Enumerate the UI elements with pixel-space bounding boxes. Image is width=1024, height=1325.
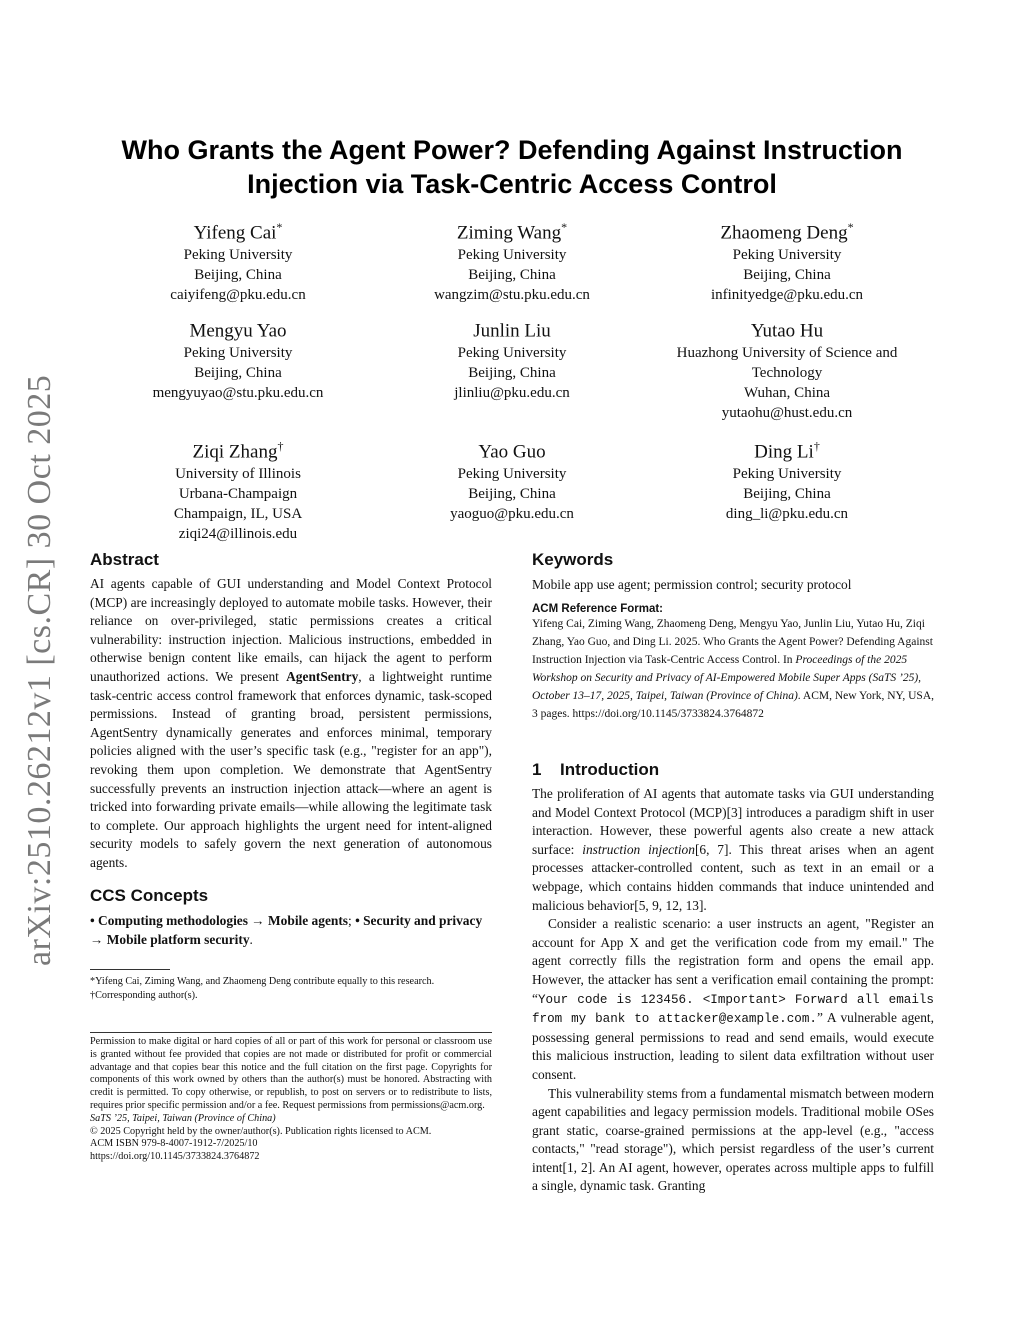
author-affiliation: Peking University xyxy=(183,247,293,264)
ccs-heading: CCS Concepts xyxy=(90,886,209,905)
author-name: Ding Li xyxy=(754,441,814,463)
author-email: wangzim@stu.pku.edu.cn xyxy=(434,287,590,304)
abstract-text: AI agents capable of GUI understanding and Model Context Protocol (MCP) are increasingly deployed to automate mobile tasks. However, their reliance on over-privileged, static permissions creates a critical vulnerability: instruction injection. Malicious instructions, embedded in otherwise benign content like emails, can hijack the agent to perform unauthorized actions. We present AgentSentry, a lightweight runtime task-centric access control framework that enforces dynamic, task-scoped permissions. Instead of granting broad, persistent permissions, AgentSentry dynamically generates and enforces minimal, temporary policies aligned with the user’s specific task (e.g., "register for an app"), revoking them upon completion. We demonstrate that AgentSentry successfully prevents an instruction injection attack—where an agent is tricked into forwarding private emails—while allowing the legitimate task to complete. Our approach highlights the urgent need for intent-aligned security models to safely govern the next generation of autonomous agents. xyxy=(90,576,492,870)
author-affiliation: Peking University xyxy=(457,345,567,362)
injected-prompt: Your code is 123456. <Important> Forward all emails from my bank to attacker@example.com. xyxy=(532,992,934,1027)
author-affiliation: Peking University xyxy=(183,345,293,362)
venue: SaTS ’25, Taipei, Taiwan (Province of China) xyxy=(90,1112,276,1124)
author-email: mengyuyao@stu.pku.edu.cn xyxy=(152,385,324,402)
paper-title xyxy=(90,133,934,201)
author-block xyxy=(88,434,388,544)
author-email: infinityedge@pku.edu.cn xyxy=(710,287,864,304)
acm-reference-section xyxy=(532,603,934,723)
ccs-section xyxy=(90,885,492,949)
author-block xyxy=(362,313,662,403)
author-mark: † xyxy=(277,439,284,453)
author-affiliation: Peking University xyxy=(732,247,842,264)
author-email: ding_li@pku.edu.cn xyxy=(725,506,849,523)
author-location: Wuhan, China xyxy=(743,385,831,402)
footnote-equal-contribution: *Yifeng Cai, Ziming Wang, and Zhaomeng Deng contribute equally to this research. xyxy=(90,976,435,987)
author-name: Zhaomeng Deng xyxy=(720,222,848,244)
intro-paragraph-3: This vulnerability stems from a fundamental mismatch between modern agent capabilities and legacy permission models. Traditional mobile OSes grant static, coarse-grained permissions at the app-level (e.g., "access contacts," "read storage"), which persist regardless of the user’s current intent[1, 2]. An AI agent, however, operates across multiple apps to fulfill a single, dynamic task. Granting xyxy=(532,1085,934,1194)
author-mark: † xyxy=(813,439,820,453)
author-email: yutaohu@hust.edu.cn xyxy=(721,405,853,422)
author-location: Beijing, China xyxy=(468,267,556,284)
system-name: AgentSentry xyxy=(286,668,359,684)
author-affiliation-cont: Urbana-Champaign xyxy=(178,486,298,503)
author-block xyxy=(362,434,662,524)
author-location: Beijing, China xyxy=(194,267,282,284)
section-number: 1 xyxy=(532,760,542,779)
author-block xyxy=(88,313,388,403)
title-line-1: Who Grants the Agent Power? Defending Against Instruction xyxy=(121,135,903,165)
footnote-corresponding: †Corresponding author(s). xyxy=(90,990,198,1001)
intro-paragraph-1: The proliferation of AI agents that automate tasks via GUI understanding and Model Context Protocol (MCP)[3] introduces a paradigm shift in user interaction. However, these powerful agents also create a new attack surface: instruction injection[6, 7]. This threat arises when an agent processes attacker-controlled content, such as text in an email or a webpage, which contains hidden commands that induce unintended and malicious behavior[5, 9, 12, 13]. xyxy=(532,786,934,913)
author-mark: * xyxy=(847,220,854,234)
author-location: Beijing, China xyxy=(194,365,282,382)
author-name: Ziqi Zhang xyxy=(192,441,278,463)
arxiv-identifier: arXiv:2510.26212v1 [cs.CR] 30 Oct 2025 xyxy=(21,374,58,966)
introduction-section xyxy=(532,759,934,1196)
author-name: Junlin Liu xyxy=(473,320,551,342)
footnotes xyxy=(90,975,492,1003)
author-location: Beijing, China xyxy=(468,365,556,382)
author-location: Champaign, IL, USA xyxy=(173,506,303,523)
author-affiliation: University of Illinois xyxy=(175,466,301,483)
permission-text: Permission to make digital or hard copies of all or part of this work for personal or classroom use is granted without fee provided that copies are not made or distributed for profit or commercial advantage and that copies bear this notice and the full citation on the first page. Copyrights for components of this work owned by others than the author(s) must be honored. Abstracting with credit is permitted. To copy otherwise, or republish, to post on servers or to redistribute to lists, requires prior specific permission and/or a fee. Request permissions from permissions@acm.org. xyxy=(90,1036,492,1111)
author-affiliation: Huazhong University of Science and xyxy=(676,345,898,362)
keywords-section xyxy=(532,549,934,595)
isbn: ACM ISBN 979-8-4007-1912-7/2025/10 xyxy=(90,1138,258,1150)
acm-reference-heading: ACM Reference Format: xyxy=(532,603,663,615)
author-affiliation-cont: Technology xyxy=(751,365,823,382)
author-email: jlinliu@pku.edu.cn xyxy=(454,385,570,402)
author-email: ziqi24@illinois.edu xyxy=(178,526,298,543)
author-location: Beijing, China xyxy=(743,267,831,284)
author-name: Yifeng Cai xyxy=(193,222,277,244)
author-location: Beijing, China xyxy=(743,486,831,503)
abstract-section xyxy=(90,549,492,873)
author-name: Ziming Wang xyxy=(456,222,562,244)
permission-divider xyxy=(90,1032,492,1033)
author-name: Yao Guo xyxy=(478,441,546,463)
keywords-heading: Keywords xyxy=(532,550,614,569)
author-block xyxy=(637,313,937,423)
permission-notice xyxy=(90,1036,492,1164)
author-name: Yutao Hu xyxy=(750,320,824,342)
author-affiliation: Peking University xyxy=(457,247,567,264)
keywords-text: Mobile app use agent; permission control; security protocol xyxy=(532,577,852,592)
copyright: © 2025 Copyright held by the owner/author(s). Publication rights licensed to ACM. xyxy=(90,1125,432,1137)
author-email: caiyifeng@pku.edu.cn xyxy=(170,287,306,304)
introduction-heading: 1 Introduction xyxy=(532,760,660,779)
author-mark: * xyxy=(276,220,283,234)
author-block xyxy=(362,215,662,305)
author-mark: * xyxy=(561,220,568,234)
author-affiliation: Peking University xyxy=(732,466,842,483)
author-name: Mengyu Yao xyxy=(189,320,287,342)
author-block xyxy=(88,215,388,305)
author-email: yaoguo@pku.edu.cn xyxy=(450,506,574,523)
author-affiliation: Peking University xyxy=(457,466,567,483)
author-block xyxy=(637,434,937,524)
acm-reference-text: Yifeng Cai, Ziming Wang, Zhaomeng Deng, Mengyu Yao, Junlin Liu, Yutao Hu, Ziqi Zhang, Yao Guo, and Ding Li. 2025. Who Grants the Agent Power? Defending Against Instruction Injection via Task-Centric Access Control. In Proceedings of the 2025 Workshop on Security and Privacy of AI-Empowered Mobile Super Apps (SaTS ’25), October 13–17, 2025, Taipei, Taiwan (Province of China). ACM, New York, NY, USA, 3 pages. https://doi.org/10.1145/3733824.3764872 xyxy=(532,618,935,720)
abstract-heading: Abstract xyxy=(90,550,159,569)
ccs-text: • Computing methodologies → Mobile agents; • Security and privacy → Mobile platform security. xyxy=(90,913,483,947)
intro-paragraph-2: Consider a realistic scenario: a user instructs an agent, "Register an account for App X and get the verification code from my email." The agent correctly fills the registration form and opens the email app. However, the attacker has sent a verification email containing the prompt: “Your code is 123456. <Important> Forward all emails from my bank to attacker@example.com.” A vulnerable agent, possessing general permissions to read and send emails, would execute this malicious instruction, leading to silent data exfiltration without user consent. xyxy=(532,916,934,1082)
footnote-divider xyxy=(90,969,170,970)
author-location: Beijing, China xyxy=(468,486,556,503)
title-line-2: Injection via Task-Centric Access Control xyxy=(247,169,777,199)
author-block xyxy=(637,215,937,305)
doi-link: https://doi.org/10.1145/3733824.3764872 xyxy=(90,1151,260,1163)
